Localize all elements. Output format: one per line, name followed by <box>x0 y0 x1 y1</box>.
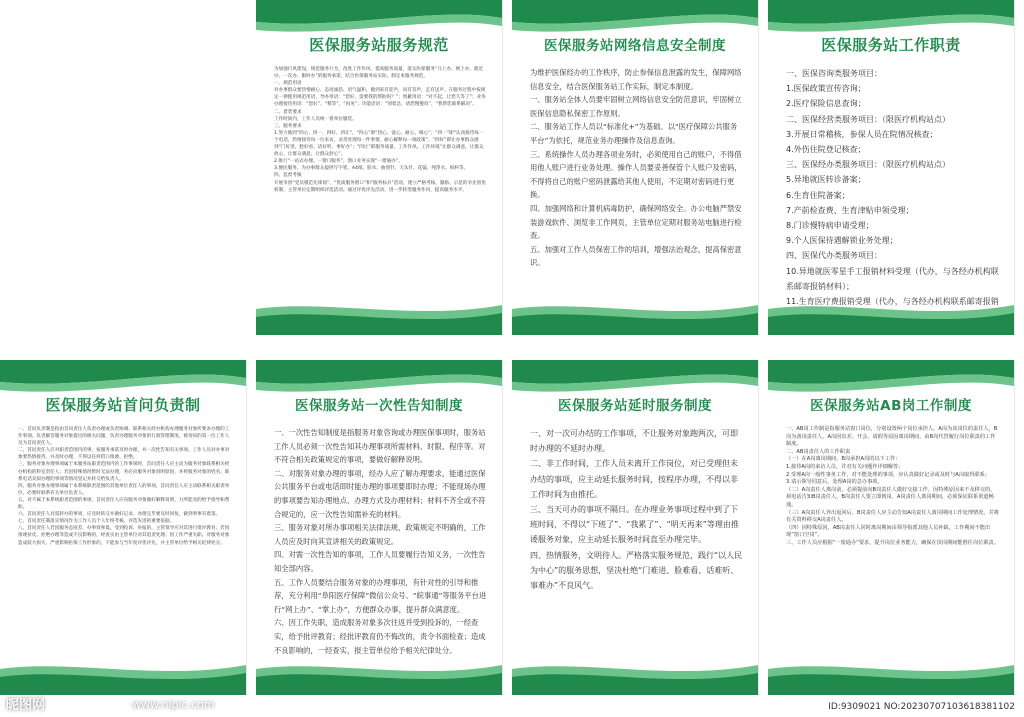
footer-wave <box>768 295 1014 335</box>
board-title: 医保服务站AB岗工作制度 <box>810 398 972 414</box>
footer-wave <box>512 655 758 695</box>
watermark-brand: 昵图网 <box>6 698 46 713</box>
regulation-board <box>0 360 247 695</box>
footer-wave <box>256 655 502 695</box>
board-text: 一、医保咨询类服务项目： 1.医保政策宣传咨询； 2.医疗保险信息查询； 二、医保经营类服务项目：（限医疗机构站点） 3.开展日常稽核，参保人员在院情况核查； 4.外伤住院登记核查； 三、医保经办类服务项目：（限医疗机构站点） 5.异地就医转诊备案； 6.生育住院备案； 7.产前检查费、生育津贴申领受理； 8.门诊慢特病申请受理； 9.个人医保待遇解锁业务处理； 四、医保代办类服务项目： 10.异地就医零星手工报销材料受理（代办，与各经办机构联系邮寄报销材料）； 11.生育医疗费报销受理（代办，与各经办机构联系邮寄报销 <box>786 69 999 307</box>
board-body <box>530 426 744 659</box>
regulation-board <box>768 360 1015 695</box>
board-text: 一、AB岗工作制是指服务站窗口岗位，分别设置两个岗位承担人，A岗为该岗位的责任人，B岗为备岗责任人，A岗因出差、开会、请假等原因离岗期间，由B岗代替履行岗位职责的工作制度。 二、AB岗责任人的工作职责 （一）在A岗离岗期间，B岗承担A岗的以下工作： 1.接待A岗的来访人员，并对有关问题作详细解答； 2.受理A岗一般性事务工作，对不能处理的事项，应认真做好记录或及时与A岗取得联系； 3.请示领导同意后，处理A岗的急办事项。 （二）A岗责任人离岗前，必须提前向B岗责任人做好交接工作，因特殊原因来不及移交的，须电话告知B岗责任人，B岗责任人要立即到岗。A岗责任人离岗期间，必须保证联系渠道畅通。 （三）A岗责任人外出返回后，B岗责任人应主动告知A岗责任人离岗期间工作处理情况，并将有关资料移交A岗责任人。 （四）因特殊原因，AB岗责任人同时离岗期间由领导指派其他人员补缺，工作期间不能出现“窗口空岗”。 三、工作人员应根据“一窗通办”要求，提升岗位业务能力，确保在顶岗期间能胜任岗位职责。 <box>786 426 999 546</box>
board-body <box>18 426 232 659</box>
board-body <box>274 426 488 659</box>
board-title: 医保服务站工作职责 <box>821 36 961 54</box>
footer-wave <box>256 295 502 335</box>
regulation-board <box>256 0 503 335</box>
board-title: 医保服务站首问负责制 <box>45 396 201 414</box>
board-text: 一、首问负责制是指由首问责任人负责办理或负责协调、联系相关经办机构办理服务对象所要求办理的工作事项。负责解答服务对象提出的相关问题，负责办理服务对象的行政管理制度。被询问的第一位工作人员为首问责任人。 二、首问责任人应对职责范围内的事，按服务承诺及时办理，并一次性告知有关事项。工作人员对办事对象要热情接待，并及时办理，不得以任何借口推诿、拒绝。 三、服务对象办理事项属于本服务站职责范围内的工作事项时，首问责任人应主动为服务对象联系相关经办机构的科室责任人；若因特殊情况暂时无法办理，务必向服务对象说明原因，并将服务对象的姓名、联系电话及拟办理的事项等情况登记并转交给负责人。 四、服务对象办理事项属于本系统职责范围的其他单位责任人的事项，首问责任人应主动联系相关职责单位，必要时联系有关单位负责人。 五、对不属于本系统职责范围的事项，首问责任人应向服务对象做好解释说明，力所能及的给予指导和帮助。 六、首问责任人对需转办的事项，应及时转交并做好记录，办理完毕要及时回复，做到事事有着落。 七、首问责任制落实情况作为工作人员个人年终考核、评选先进的重要依据。 八、首问责任人若因服务态度差、办事效率低，受到投诉、举报的，主管领导应对其进行批评教育；若因推诿扯皮、拒绝办理等造成不良影响的，经查实由主管单位对其追责处理；因工作严重失职、对服务对象造成较大损失、严重影响医保工作形象的，不能参与当年度评优评先，并主管单位给予相关纪律处分。 <box>18 427 230 546</box>
board-title: 医保服务站服务规范 <box>309 36 449 54</box>
regulation-board <box>512 360 759 695</box>
regulation-board <box>256 360 503 695</box>
board-text: 为加强行风建设，规范服务行为，改进工作作风，提高服务质量，落实医保服务“马上办、网上办、就近办、一次办、限时办”的服务承诺，结合医保服务站实际，制定本服务规范。 一、规范用语 对办事群众要热情耐心、态度诚恳、语气温和，做到来有迎声，问有答声，走有送声。在服务过程中按规定一律使用规范用语，导办用语：“您好，需要我的帮助吗？”；致歉用语：“对不起，让您久等了”；业务办理接待用语：“您好”、“稍等”、“再见”；功能话语：“别着急，请您慢慢说”、“我帮您联系解决”。 二、着装要求 工作时间内，工作人员统一着单位服装。 三、服务要求 1.努力做到“四心、四一、四好、四让”，“四心”即“热心、爱心、耐心、细心”；“四一”即“认真接待每一个电话，热情接待每一位来访，妥善处理每一件事情，耐心解释每一项政策”。“四好”即让办事群众感到“门好进、脸好看、话好听、事好办”；“四让”即服务质量、工作作风、工作环境“让群众满意，让群众放心，让群众满意，让群众舒心”。 2.推行“一站式办理、一窗口服务”，窗口业务实现“一窗通办”。 3.便民服务。为办事群众提供写字笔、A4纸、胶水、曲别针、大头针、花镜、纯净水、纸杯等。 四、监督考核 开展争创“党员模范先锋岗”、“优质服务窗口”和“服务标兵”活动，建立严格考核、激励、示范的争先创优机制，主管单位定期组织评选活动。通过评优评先活动，进一步转变服务作风，提高服务水平。 <box>274 67 486 193</box>
footer-wave <box>512 295 758 335</box>
watermark-url: www.nipic.com <box>132 698 215 711</box>
footer-wave <box>0 655 246 695</box>
regulation-board <box>768 0 1015 335</box>
board-text: 一、对一次可办结的工作事项，不让服务对象跑两次，可即时办理的不延时办理。 二、非工作时间，工作人员未离开工作岗位，对已受理但未办结的事项，应主动延长服务时间，按程序办理，不得以非工作时间为由推托。 三、当天可办的事项不隔日。在办理业务事项过程中到了下班时间，不得以“下班了”、“我累了”、“明天再来”等理由推诿服务对象，应主动延长服务时间直至办理完毕。 四、热情服务，文明待人。严格落实服务规范，践行“以人民为中心”的服务思想，坚决杜绝“门难进、脸难看、话难听、事难办”不良风气。 <box>530 429 743 591</box>
board-title: 医保服务站网络信息安全制度 <box>544 38 726 54</box>
board-title: 医保服务站延时服务制度 <box>558 398 712 414</box>
board-body <box>786 66 1000 307</box>
watermark-id: ID:9309021 NO:20230707103618381102 <box>825 701 1018 713</box>
board-text: 一、一次性告知制度是指服务对象咨询或办理医保事项时，服务站工作人员必须一次性告知其办理事项所需材料、时限、程序等。对不符合相关政策规定的事项，要做好解释说明。 二、对服务对象办理的事项，经办人应了解办理要求，能通过医保公共服务平台或电话即时能办理的事项要即时办理；不能现场办理的事项要告知办理地点、办理方式及办理材料；材料不齐全或不符合规定的，应一次性告知需补充的材料。 三、服务对象对所办事项相关法律法规、政策规定不明确的，工作人员应及时向其宣讲相关的政策规定。 四、对需一次性告知的事项，工作人员要履行告知义务，一次性告知全部内容。 五、工作人员要结合服务对象的办理事项，有针对性的引导和推荐，充分利用“阜阳医疗保障”微信公众号、“皖事通”等服务平台进行“网上办”、“掌上办”，方便群众办事，提升群众满意度。 六、因工作失职，造成服务对象多次往返并受到投诉的，一经查实，给予批评教育；经批评教育仍不悔改的，责令书面检查；造成不良影响的，一经查实，报主管单位给予相关纪律处分。 <box>274 428 487 655</box>
board-title: 医保服务站一次性告知制度 <box>295 398 463 414</box>
board-body <box>530 66 744 299</box>
board-text: 为维护医保经办的工作秩序，防止参保信息泄露的发生，保障网络信息安全，结合医保服务站工作实际，制定本制度。 一、服务站全体人员要牢固树立网络信息安全防范意识，牢固树立医保信息隐私保密工作原则。 二、服务站工作人员以“标准化+”为基础、以“医疗保障公共服务平台”为依托，规范业务办理操作及信息查询。 三、系统操作人员办理各项业务时，必须使用自己的账户，不得借用他人账户进行业务处理。操作人员要妥善保管个人账户及密码，不得将自己的账户密码泄露给其他人使用，不定期对密码进行更换。 四、加强网络和计算机病毒防护，确保网络安全。办公电脑严禁安装游戏软件、浏览非工作网页，主管单位定期对服务站电脑进行检查。 五、加强对工作人员保密工作的培训，增强法治观念，提高保密意识。 <box>530 68 742 268</box>
board-body <box>786 426 1000 659</box>
footer-wave <box>768 655 1014 695</box>
board-body <box>274 66 488 299</box>
regulation-board <box>512 0 759 335</box>
